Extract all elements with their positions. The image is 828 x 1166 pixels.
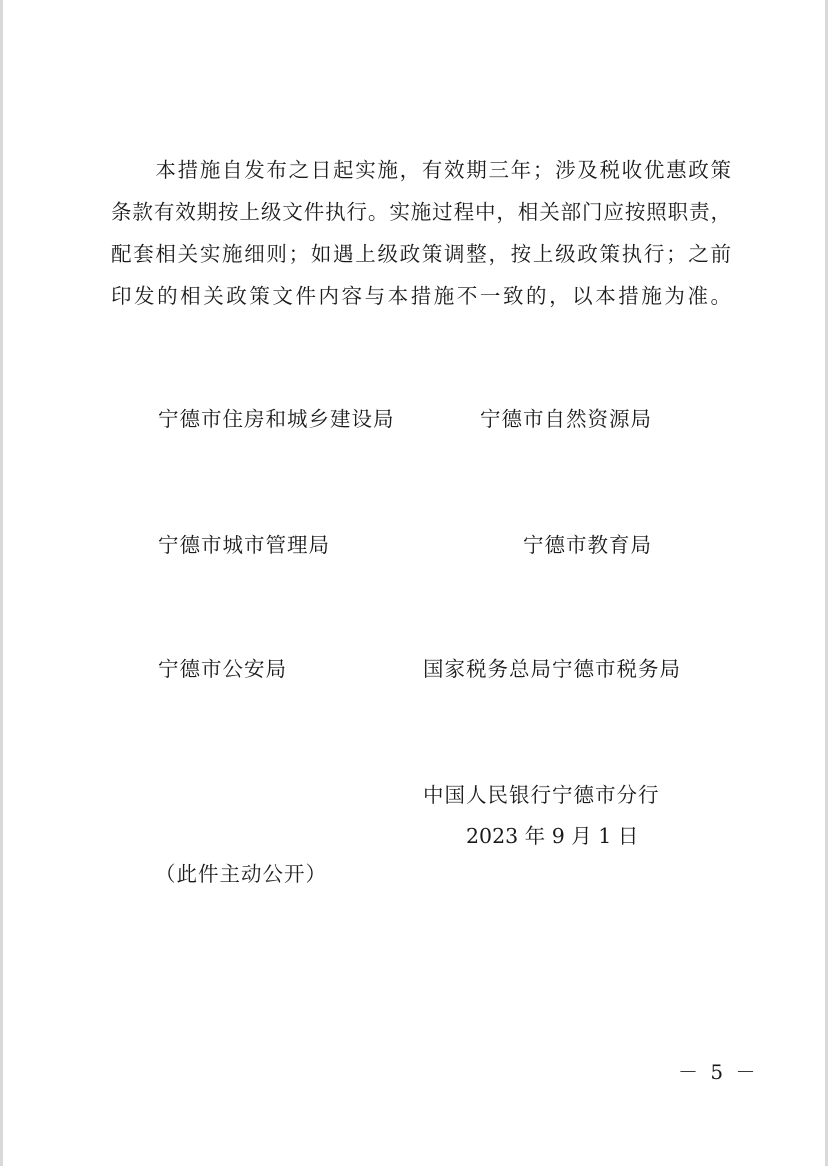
signature-housing-bureau: 宁德市住房和城乡建设局 xyxy=(158,407,395,431)
body-line-3: 配套相关实施细则；如遇上级政策调整，按上级政策执行；之前 xyxy=(111,242,731,266)
body-line-4: 印发的相关政策文件内容与本措施不一致的，以本措施为准。 xyxy=(111,284,731,308)
body-line-1: 本措施自发布之日起实施，有效期三年；涉及税收优惠政策 xyxy=(111,158,731,182)
page-number: － 5 － xyxy=(678,1060,759,1084)
signature-education-bureau: 宁德市教育局 xyxy=(523,533,652,557)
page-left-edge xyxy=(0,0,3,1166)
signature-urban-management-bureau: 宁德市城市管理局 xyxy=(158,533,330,557)
issue-date: 2023 年 9 月 1 日 xyxy=(466,824,639,848)
signature-tax-bureau: 国家税务总局宁德市税务局 xyxy=(423,657,681,681)
signature-natural-resources-bureau: 宁德市自然资源局 xyxy=(480,407,652,431)
signature-pboc-branch: 中国人民银行宁德市分行 xyxy=(423,783,660,807)
disclosure-note: （此件主动公开） xyxy=(155,862,327,886)
body-line-2: 条款有效期按上级文件执行。实施过程中，相关部门应按照职责， xyxy=(111,200,731,224)
signature-public-security-bureau: 宁德市公安局 xyxy=(158,657,287,681)
